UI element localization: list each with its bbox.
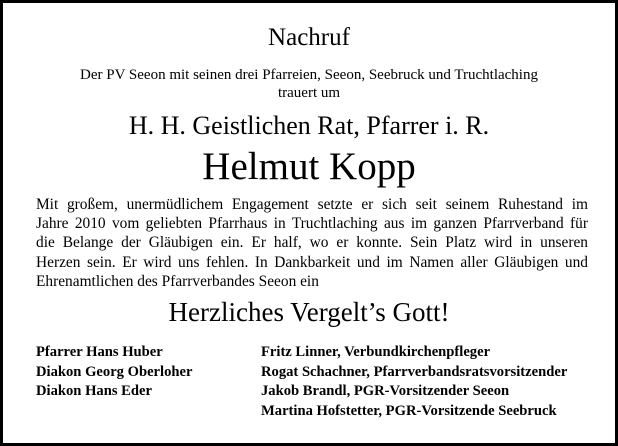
signatory: Jakob Brandl, PGR-Vorsitzender Seeon xyxy=(261,383,510,399)
deceased-title: H. H. Geistlichen Rat, Pfarrer i. R. xyxy=(128,111,490,140)
tribute-line: Jahre 2010 vom geliebten Pfarrhaus in Truchtlaching aus im ganzen Pfarrverband für xyxy=(36,215,588,233)
tribute-line: Ehrenamtlichen des Pfarrverbandes Seeon ein xyxy=(36,272,319,290)
intro-text xyxy=(3,66,615,102)
tribute-line: Mit großem, unermüdlichem Engagement setzte er sich seit seinem Ruhestand im xyxy=(36,196,588,213)
signatory: Pfarrer Hans Huber xyxy=(36,344,163,360)
tribute-text xyxy=(36,195,588,291)
deceased-name: Helmut Kopp xyxy=(202,145,416,188)
signatories-right xyxy=(261,343,567,421)
signatory: Martina Hofstetter, PGR-Vorsitzende Seebruck xyxy=(261,402,557,419)
signatory: Fritz Linner, Verbundkirchenpfleger xyxy=(261,344,491,360)
notice-heading: Nachruf xyxy=(268,24,350,51)
signatory: Diakon Georg Oberloher xyxy=(36,363,193,380)
thanks-line: Herzliches Vergelt’s Gott! xyxy=(168,297,450,327)
intro-line: trauert um xyxy=(277,85,341,101)
tribute-line: Herzen sein. Er wird uns fehlen. In Dankbarkeit und im Namen aller Gläubigen und xyxy=(36,253,588,271)
intro-line: Der PV Seeon mit seinen drei Pfarreien, Seeon, Seebruck und Truchtlaching xyxy=(80,67,538,83)
signatory: Diakon Hans Eder xyxy=(36,383,152,399)
tribute-line: die Belange der Gläubigen ein. Er half, wo er konnte. Sein Platz wird in unseren xyxy=(36,234,588,252)
signatory: Rogat Schachner, Pfarrverbandsratsvorsitzender xyxy=(261,363,568,380)
signatories-left xyxy=(36,343,192,402)
